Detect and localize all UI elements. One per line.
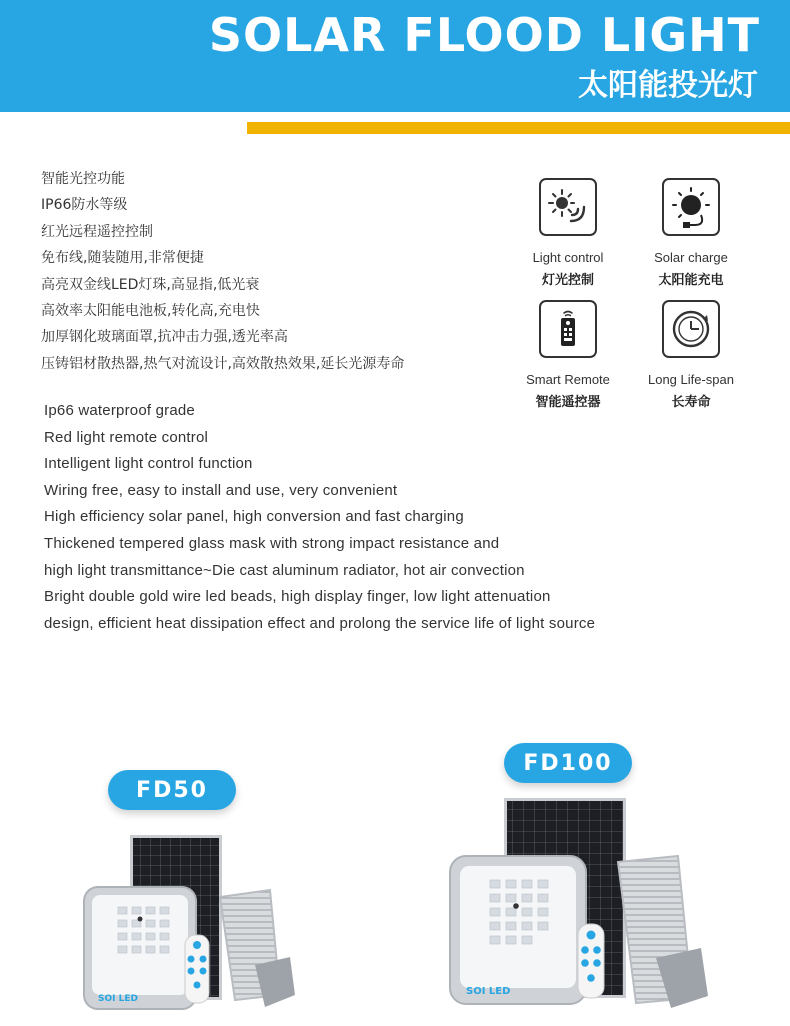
feature-en-item: high light transmittance~Die cast aluminum radiator, hot air convection xyxy=(44,561,525,579)
feature-en-item: High efficiency solar panel, high conversion and fast charging xyxy=(44,508,464,526)
feature-en-item: design, efficient heat dissipation effect and prolong the service life of light source xyxy=(44,614,596,632)
feature-label-en: Smart Remote xyxy=(526,372,610,387)
long-life-icon xyxy=(662,300,720,358)
feature-en-item: Ip66 waterproof grade xyxy=(44,402,195,419)
fd100-brand-label: SOI LED xyxy=(466,986,511,997)
feature-solar-charge xyxy=(626,178,756,288)
feature-cn-item: 红光远程遥控控制 xyxy=(41,223,153,240)
feature-label-en: Solar charge xyxy=(654,250,728,265)
model-pill-fd100: FD100 xyxy=(504,743,632,783)
feature-smart-remote xyxy=(503,300,633,410)
feature-cn-item: 压铸铝材散热器,热气对流设计,高效散热效果,延长光源寿命 xyxy=(41,355,405,372)
feature-en-item: Red light remote control xyxy=(44,428,209,446)
feature-light-control xyxy=(503,178,633,288)
fd50-brand-label: SOI LED xyxy=(98,994,138,1004)
feature-cn-item: 加厚钢化玻璃面罩,抗冲击力强,透光率高 xyxy=(41,329,288,346)
model-pill-fd50: FD50 xyxy=(108,770,236,810)
solar-charge-icon xyxy=(662,178,720,236)
smart-remote-icon xyxy=(539,300,597,358)
feature-en-item: Bright double gold wire led beads, high display finger, low light attenuation xyxy=(44,588,551,606)
feature-label-en: Light control xyxy=(532,250,604,265)
feature-label-cn: 智能遥控器 xyxy=(535,395,601,410)
feature-label-cn: 灯光控制 xyxy=(541,273,594,288)
light-control-icon xyxy=(539,178,597,236)
feature-cn-item: IP66防水等级 xyxy=(41,197,128,214)
title-en: SOLAR FLOOD LIGHT xyxy=(208,8,760,62)
product-image-fd100 xyxy=(446,798,716,1018)
features-cn-list xyxy=(41,166,404,377)
title-cn: 太阳能投光灯 xyxy=(578,68,758,103)
feature-cn-item: 高效率太阳能电池板,转化高,充电快 xyxy=(41,303,260,320)
feature-en-item: Thickened tempered glass mask with strong impact resistance and xyxy=(44,534,500,552)
feature-cn-item: 免布线,随装随用,非常便捷 xyxy=(41,250,204,267)
feature-label-cn: 长寿命 xyxy=(671,395,711,410)
feature-cn-item: 智能光控功能 xyxy=(41,171,125,187)
feature-cn-item: 高亮双金线LED灯珠,高显指,低光衰 xyxy=(41,276,260,293)
feature-label-cn: 太阳能充电 xyxy=(658,273,724,288)
features-en-list xyxy=(44,398,595,637)
feature-long-life xyxy=(626,300,756,410)
header-banner xyxy=(0,0,790,112)
feature-en-item: Intelligent light control function xyxy=(44,455,253,473)
feature-en-item: Wiring free, easy to install and use, very convenient xyxy=(44,481,398,499)
yellow-accent-bar xyxy=(247,122,790,134)
product-image-fd50 xyxy=(70,835,300,1015)
feature-label-en: Long Life-span xyxy=(647,372,734,387)
